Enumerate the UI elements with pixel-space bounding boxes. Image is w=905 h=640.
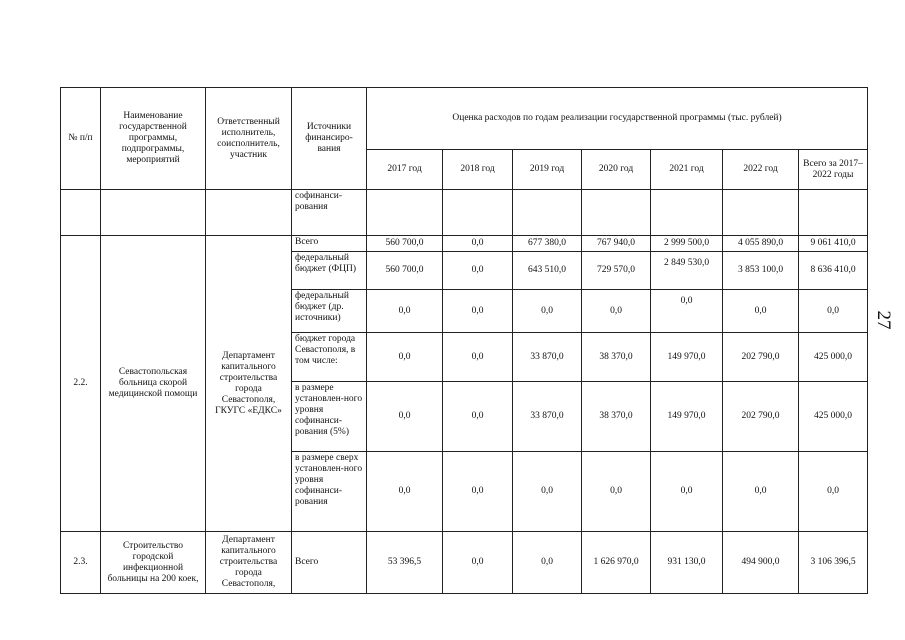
value-cell: 0,0 — [582, 290, 651, 333]
page-number: 27 — [873, 310, 894, 330]
value-cell: 425 000,0 — [799, 333, 868, 382]
value-cell: 931 130,0 — [651, 532, 723, 594]
header-num: № п/п — [61, 88, 101, 190]
header-year: 2021 год — [651, 150, 723, 190]
value-cell: 0,0 — [723, 452, 799, 532]
value-cell: 3 853 100,0 — [723, 252, 799, 290]
value-cell: 33 870,0 — [513, 333, 582, 382]
source-cell: Всего — [292, 236, 367, 252]
value-cell: 8 636 410,0 — [799, 252, 868, 290]
value-cell: 202 790,0 — [723, 333, 799, 382]
budget-table — [60, 87, 868, 594]
source-cell: софинанси-рования — [292, 190, 367, 236]
source-cell: Всего — [292, 532, 367, 594]
item-number: 2.3. — [61, 532, 101, 594]
value-cell: 1 626 970,0 — [582, 532, 651, 594]
value-cell: 0,0 — [443, 333, 513, 382]
value-cell: 0,0 — [443, 532, 513, 594]
value-cell: 0,0 — [443, 236, 513, 252]
value-cell: 0,0 — [367, 333, 443, 382]
table-row — [61, 236, 868, 252]
source-cell: в размере сверх установлен-ного уровня софинанси-рования — [292, 452, 367, 532]
value-cell: 560 700,0 — [367, 252, 443, 290]
value-cell: 729 570,0 — [582, 252, 651, 290]
carryover-row — [61, 190, 868, 236]
value-cell: 0,0 — [651, 452, 723, 532]
value-cell: 33 870,0 — [513, 382, 582, 452]
header-row — [61, 88, 868, 150]
value-cell: 2 849 530,0 — [651, 252, 723, 290]
source-cell: в размере установлен-ного уровня софинанси-рования (5%) — [292, 382, 367, 452]
value-cell: 0,0 — [443, 382, 513, 452]
value-cell: 494 900,0 — [723, 532, 799, 594]
value-cell: 0,0 — [582, 452, 651, 532]
value-cell: 38 370,0 — [582, 382, 651, 452]
value-cell: 0,0 — [443, 452, 513, 532]
value-cell: 0,0 — [799, 452, 868, 532]
value-cell: 149 970,0 — [651, 333, 723, 382]
header-year: 2018 год — [443, 150, 513, 190]
table-row — [61, 532, 868, 594]
value-cell: 677 380,0 — [513, 236, 582, 252]
source-cell: бюджет города Севастополя, в том числе: — [292, 333, 367, 382]
value-cell: 767 940,0 — [582, 236, 651, 252]
value-cell: 53 396,5 — [367, 532, 443, 594]
source-cell: федеральный бюджет (др. источники) — [292, 290, 367, 333]
value-cell: 2 999 500,0 — [651, 236, 723, 252]
value-cell: 38 370,0 — [582, 333, 651, 382]
header-sources: Источники финансиро-вания — [292, 88, 367, 190]
value-cell: 0,0 — [799, 290, 868, 333]
value-cell: 0,0 — [651, 290, 723, 333]
value-cell: 0,0 — [513, 532, 582, 594]
value-cell: 560 700,0 — [367, 236, 443, 252]
item-name: Севастопольская больница скорой медицинской помощи — [101, 236, 206, 532]
header-year: 2019 год — [513, 150, 582, 190]
value-cell: 0,0 — [367, 382, 443, 452]
item-responsible: Департамент капитального строительства города Севастополя, ГКУГС «ЕДКС» — [206, 236, 292, 532]
header-responsible: Ответственный исполнитель, соисполнитель, участник — [206, 88, 292, 190]
value-cell: 425 000,0 — [799, 382, 868, 452]
item-name: Строительство городской инфекционной больницы на 200 коек, — [101, 532, 206, 594]
value-cell: 0,0 — [367, 290, 443, 333]
value-cell: 149 970,0 — [651, 382, 723, 452]
value-cell: 9 061 410,0 — [799, 236, 868, 252]
item-responsible: Департамент капитального строительства города Севастополя, — [206, 532, 292, 594]
header-total: Всего за 2017–2022 годы — [799, 150, 868, 190]
source-cell: федеральный бюджет (ФЦП) — [292, 252, 367, 290]
value-cell: 0,0 — [723, 290, 799, 333]
header-name: Наименование государственной программы, подпрограммы, мероприятий — [101, 88, 206, 190]
value-cell: 3 106 396,5 — [799, 532, 868, 594]
value-cell: 202 790,0 — [723, 382, 799, 452]
value-cell: 0,0 — [513, 290, 582, 333]
value-cell: 0,0 — [513, 452, 582, 532]
header-estimate: Оценка расходов по годам реализации государственной программы (тыс. рублей) — [367, 88, 868, 150]
value-cell: 0,0 — [443, 252, 513, 290]
header-year: 2017 год — [367, 150, 443, 190]
header-year: 2022 год — [723, 150, 799, 190]
value-cell: 643 510,0 — [513, 252, 582, 290]
header-year: 2020 год — [582, 150, 651, 190]
value-cell: 0,0 — [443, 290, 513, 333]
item-number: 2.2. — [61, 236, 101, 532]
value-cell: 4 055 890,0 — [723, 236, 799, 252]
value-cell: 0,0 — [367, 452, 443, 532]
